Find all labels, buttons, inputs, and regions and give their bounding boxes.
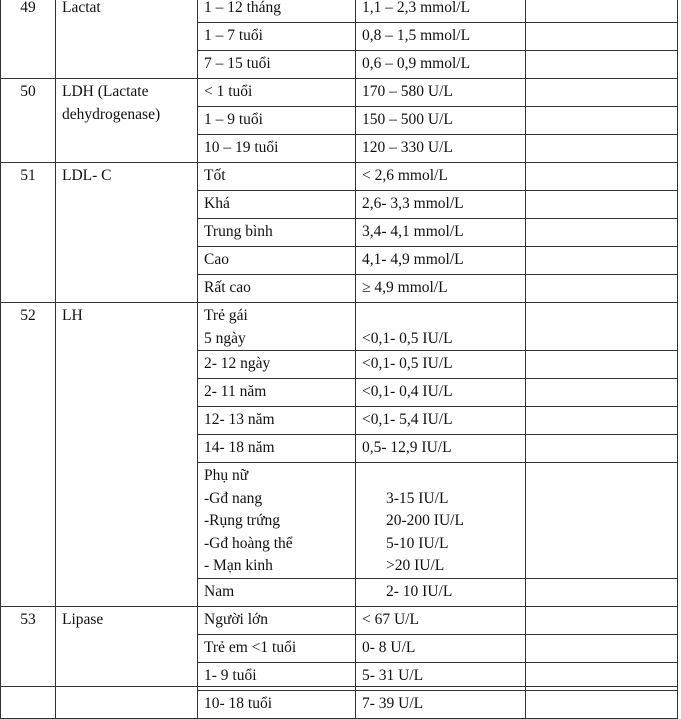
reference-value: 2,6- 3,3 mmol/L [362,195,464,212]
test-name: LDH (Lactate [62,83,149,100]
table-row [1,0,678,23]
value-cell [356,407,526,435]
group-label: -Gđ nang [204,489,263,507]
value-cell [356,578,526,606]
group-label: 1 – 12 tháng [204,0,282,16]
empty-cell [526,163,678,191]
group-label: Tốt [204,167,226,184]
group-cell [198,634,356,662]
group-label: 10 – 19 tuổi [204,139,279,156]
group-cell [198,578,356,606]
empty-cell [526,463,678,579]
reference-value: 150 – 500 U/L [362,111,453,128]
value-cell [356,135,526,163]
empty-cell [526,303,678,351]
empty-cell [526,247,678,275]
row-number-cell [1,79,56,163]
group-label: Rất cao [204,279,251,296]
test-name: LDL- C [62,167,112,184]
group-cell [198,275,356,303]
value-cell [356,351,526,379]
empty-cell [526,79,678,107]
group-cell [198,247,356,275]
value-cell [356,435,526,463]
reference-value [362,305,519,328]
row-number-cell [1,303,56,607]
value-cell [356,219,526,247]
empty-cell [526,191,678,219]
group-label: Người lớn [204,610,268,628]
empty-cell [526,606,678,634]
reference-value: 0,8 – 1,5 mmol/L [362,27,471,44]
group-label: 5 ngày [204,329,246,347]
row-number: 51 [20,167,36,184]
table-body [1,0,678,718]
row-number: 50 [20,83,36,100]
group-cell [198,0,356,23]
reference-value: 7- 39 U/L [362,694,424,712]
group-label: -Gđ hoàng thể [204,534,293,552]
value-cell [356,191,526,219]
reference-value: 20-200 IU/L [386,512,464,529]
group-label: 2- 11 năm [204,383,267,400]
test-name-cell [56,79,198,163]
value-cell [356,51,526,79]
reference-value: 120 – 330 U/L [362,139,453,156]
group-cell [198,435,356,463]
test-name: Lactat [62,0,101,16]
table-row [1,163,678,191]
value-cell [356,606,526,634]
row-number-cell [1,163,56,303]
reference-value: 2- 10 IU/L [386,582,453,600]
reference-value: 5- 31 U/L [362,666,424,684]
group-label: 1 – 7 tuổi [204,27,263,44]
reference-value: 5-10 IU/L [386,534,449,552]
empty-cell [526,407,678,435]
value-cell [356,163,526,191]
reference-value: 1,1 – 2,3 mmol/L [362,0,471,16]
group-label: 1- 9 tuổi [204,666,257,684]
table-row [1,303,678,351]
test-name: dehydrogenase) [62,105,161,123]
row-number-cell [1,0,56,79]
reference-value: < 67 U/L [362,610,419,628]
group-cell [198,107,356,135]
value-cell [356,463,526,579]
reference-value: <0,1- 0,4 IU/L [362,383,453,400]
test-name-cell [56,163,198,303]
reference-value: < 2,6 mmol/L [362,167,448,184]
reference-value: 3-15 IU/L [386,489,449,507]
reference-value: 0- 8 U/L [362,638,416,656]
reference-value [362,465,519,488]
group-cell [198,606,356,634]
empty-cell [526,135,678,163]
group-cell [198,135,356,163]
empty-cell [526,219,678,247]
group-label: Phụ nữ [204,467,249,484]
empty-cell [526,107,678,135]
group-label: Khá [204,195,230,212]
empty-cell [526,23,678,51]
row-number-cell [1,606,56,718]
test-name-cell [56,606,198,718]
group-cell [198,463,356,579]
group-label: 14- 18 năm [204,439,275,456]
group-label: 2- 12 ngày [204,355,271,372]
group-cell [198,79,356,107]
table-row [1,79,678,107]
group-cell [198,219,356,247]
group-cell [198,163,356,191]
group-cell [198,407,356,435]
reference-value: 0,5- 12,9 IU/L [362,439,452,456]
group-label: Trung bình [204,223,273,240]
next-row-border [0,686,677,693]
empty-cell [526,578,678,606]
test-name: LH [62,307,83,324]
group-cell [198,191,356,219]
group-label: 12- 13 năm [204,411,275,428]
reference-value: <0,1- 0,5 IU/L [362,329,453,347]
reference-value: ≥ 4,9 mmol/L [362,279,448,296]
value-cell [356,303,526,351]
value-cell [356,0,526,23]
reference-value: >20 IU/L [386,557,445,574]
reference-value: 170 – 580 U/L [362,83,453,100]
group-cell [198,690,356,718]
group-cell [198,51,356,79]
group-label: Trẻ em <1 tuổi [204,638,297,656]
group-label: 7 – 15 tuổi [204,55,271,72]
empty-cell [526,379,678,407]
test-name: Lipase [62,610,104,628]
group-label: 1 – 9 tuổi [204,111,263,128]
group-cell [198,351,356,379]
value-cell [356,79,526,107]
reference-value: 3,4- 4,1 mmol/L [362,223,464,240]
value-cell [356,23,526,51]
row-number: 52 [20,307,36,324]
empty-cell [526,690,678,718]
group-cell [198,379,356,407]
reference-value: <0,1- 0,5 IU/L [362,355,453,372]
group-cell [198,303,356,351]
test-name-cell [56,0,198,79]
row-number: 53 [20,610,36,628]
empty-cell [526,351,678,379]
group-cell [198,23,356,51]
value-cell [356,247,526,275]
group-label: Trẻ gái [204,307,248,324]
value-cell [356,107,526,135]
empty-cell [526,51,678,79]
test-name-cell [56,303,198,607]
group-label: Nam [204,582,235,600]
empty-cell [526,0,678,23]
value-cell [356,690,526,718]
value-cell [356,379,526,407]
table-row [1,606,678,634]
value-cell [356,634,526,662]
empty-cell [526,435,678,463]
empty-cell [526,634,678,662]
reference-value: 0,6 – 0,9 mmol/L [362,55,471,72]
reference-value: 4,1- 4,9 mmol/L [362,251,464,268]
group-label: 10- 18 tuổi [204,694,273,712]
group-label: < 1 tuổi [204,83,253,100]
value-cell [356,275,526,303]
empty-cell [526,275,678,303]
group-label: - Mạn kinh [204,557,273,574]
row-number: 49 [20,0,36,16]
group-label: -Rụng trứng [204,512,280,529]
group-label: Cao [204,251,229,268]
reference-value: <0,1- 5,4 IU/L [362,411,453,428]
